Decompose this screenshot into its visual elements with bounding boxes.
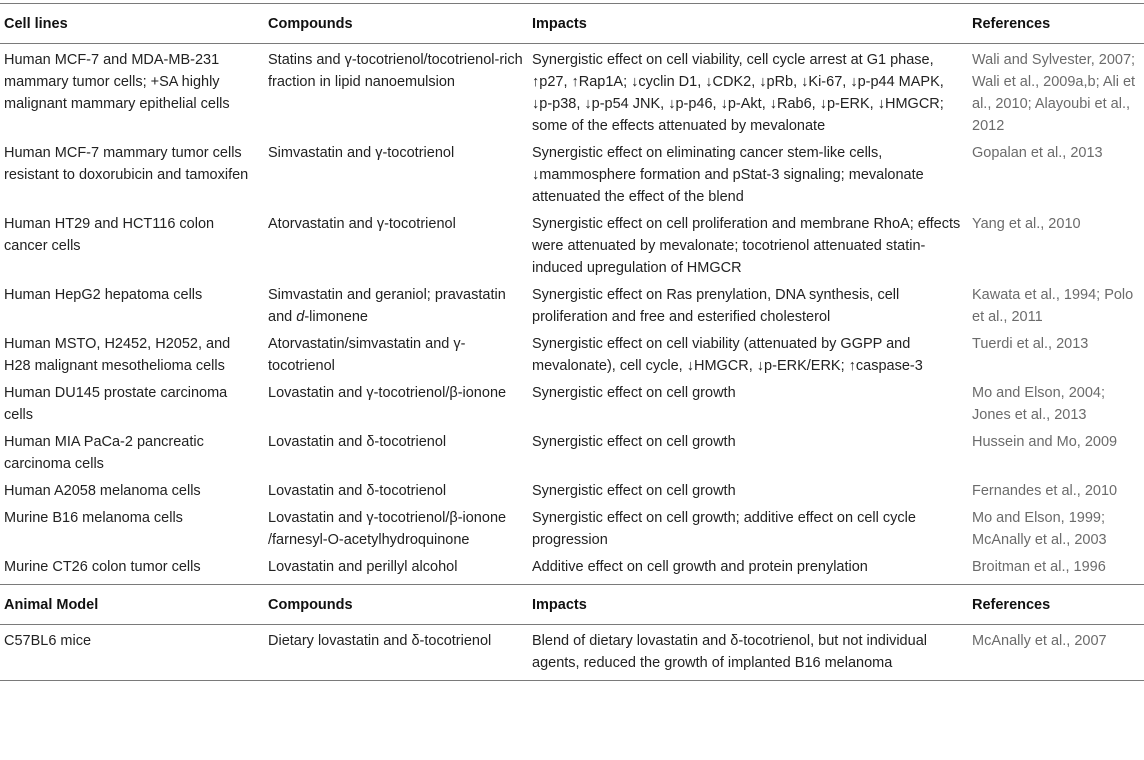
table-row: [0, 625, 1144, 681]
impacts: Synergistic effect on eliminating cancer stem-like cells, ↓mammosphere formation and pStat-3 signaling; mevalonate attenuated the effect of the blend: [532, 145, 924, 205]
compounds: [264, 281, 528, 330]
header-impacts-2: Impacts: [528, 585, 968, 625]
compounds-italic: d: [296, 309, 305, 325]
table-row: [0, 553, 1144, 585]
animal-header-row: [0, 585, 1144, 625]
references: Yang et al., 2010: [972, 216, 1081, 232]
references: McAnally et al., 2007: [968, 625, 1144, 681]
compounds: Atorvastatin/simvastatin and γ-tocotrienol: [268, 336, 466, 374]
table-row: [0, 139, 1144, 210]
compounds: Lovastatin and γ-tocotrienol/β-ionone: [268, 385, 507, 401]
header-compounds: Compounds: [264, 4, 528, 44]
references: Kawata et al., 1994; Polo et al., 2011: [972, 287, 1134, 325]
references: Hussein and Mo, 2009: [972, 434, 1118, 450]
compounds-text-b: -limonene: [304, 309, 368, 325]
references: Tuerdi et al., 2013: [972, 336, 1089, 352]
compounds: Lovastatin and δ-tocotrienol: [268, 483, 447, 499]
impacts: Synergistic effect on cell growth: [532, 385, 736, 401]
cell-line: Human HepG2 hepatoma cells: [4, 287, 203, 303]
table-row: [0, 477, 1144, 504]
animal-model: C57BL6 mice: [0, 625, 264, 681]
impacts: Synergistic effect on cell growth: [532, 434, 736, 450]
impacts: Synergistic effect on cell viability, cell cycle arrest at G1 phase, ↑p27, ↑Rap1A; ↓cyclin D1, ↓CDK2, ↓pRb, ↓Ki-67, ↓p-p44 MAPK, ↓p-p38, ↓p-p54 JNK, ↓p-p46, ↓p-Akt, ↓Rab6, ↓p-ERK, ↓HMGCR; some of the effects attenuated by mevalonate: [532, 52, 944, 134]
table-row: [0, 330, 1144, 379]
references: Mo and Elson, 2004; Jones et al., 2013: [972, 385, 1106, 423]
references: Broitman et al., 1996: [968, 553, 1144, 585]
header-references-2: References: [968, 585, 1144, 625]
table-row: [0, 281, 1144, 330]
header-cell-lines: Cell lines: [0, 4, 264, 44]
impacts: Blend of dietary lovastatin and δ-tocotrienol, but not individual agents, reduced the growth of implanted B16 melanoma: [528, 625, 968, 681]
table-row: [0, 210, 1144, 281]
cell-line: Human A2058 melanoma cells: [4, 483, 201, 499]
compounds: Statins and γ-tocotrienol/tocotrienol-rich fraction in lipid nanoemulsion: [268, 52, 523, 90]
impacts: Synergistic effect on cell proliferation and membrane RhoA; effects were attenuated by mevalonate; tocotrienol attenuated statin-induced upregulation of HMGCR: [532, 216, 961, 276]
header-compounds-2: Compounds: [264, 585, 528, 625]
table-row: [0, 44, 1144, 140]
compounds: Atorvastatin and γ-tocotrienol: [268, 216, 456, 232]
cell-line: Murine B16 melanoma cells: [4, 510, 183, 526]
cell-line: Human MSTO, H2452, H2052, and H28 malignant mesothelioma cells: [4, 336, 231, 374]
cell-line: Human MIA PaCa-2 pancreatic carcinoma cells: [4, 434, 204, 472]
impacts: Synergistic effect on Ras prenylation, DNA synthesis, cell proliferation and free and esterified cholesterol: [532, 287, 900, 325]
cell-line: Human MCF-7 and MDA-MB-231 mammary tumor cells; +SA highly malignant mammary epithelial cells: [4, 52, 230, 112]
references: Mo and Elson, 1999; McAnally et al., 2003: [972, 510, 1107, 548]
compounds: Lovastatin and perillyl alcohol: [264, 553, 528, 585]
references: Wali and Sylvester, 2007; Wali et al., 2009a,b; Ali et al., 2010; Alayoubi et al., 2012: [972, 52, 1136, 134]
cell-line: Murine CT26 colon tumor cells: [0, 553, 264, 585]
cell-line: Human DU145 prostate carcinoma cells: [4, 385, 228, 423]
impacts: Synergistic effect on cell growth: [532, 483, 736, 499]
compounds: Simvastatin and γ-tocotrienol: [268, 145, 455, 161]
header-animal-model: Animal Model: [0, 585, 264, 625]
impacts: Synergistic effect on cell growth; additive effect on cell cycle progression: [532, 510, 916, 548]
impacts: Additive effect on cell growth and protein prenylation: [528, 553, 968, 585]
impacts: Synergistic effect on cell viability (attenuated by GGPP and mevalonate), cell cycle, ↓HMGCR, ↓p-ERK/ERK; ↑caspase-3: [532, 336, 923, 374]
table-row: [0, 504, 1144, 553]
header-row: [0, 4, 1144, 44]
references: Gopalan et al., 2013: [972, 145, 1103, 161]
data-table: [0, 3, 1144, 681]
table-row: [0, 379, 1144, 428]
header-impacts: Impacts: [528, 4, 968, 44]
cell-line: Human HT29 and HCT116 colon cancer cells: [4, 216, 215, 254]
cell-line: Human MCF-7 mammary tumor cells resistant to doxorubicin and tamoxifen: [4, 145, 249, 183]
compounds: Lovastatin and δ-tocotrienol: [268, 434, 447, 450]
compounds: Dietary lovastatin and δ-tocotrienol: [264, 625, 528, 681]
compounds-text-a: Simvastatin and geraniol; pravastatin and: [268, 287, 506, 325]
compounds: Lovastatin and γ-tocotrienol/β-ionone /farnesyl-O-acetylhydroquinone: [268, 510, 507, 548]
references: Fernandes et al., 2010: [972, 483, 1118, 499]
table-row: [0, 428, 1144, 477]
header-references: References: [968, 4, 1144, 44]
